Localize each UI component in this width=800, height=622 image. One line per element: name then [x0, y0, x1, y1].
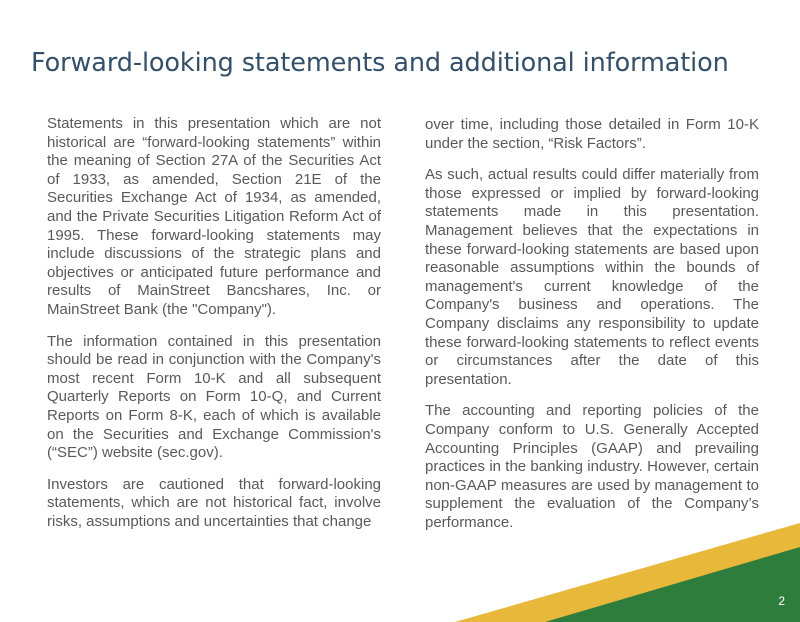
disclaimer-paragraph: Investors are cautioned that forward-looking statements, which are not historical fact, involve risks, assumptions and uncertainties that change: [47, 475, 381, 530]
disclaimer-paragraph: over time, including those detailed in Form 10-K under the section, “Risk Factors”.: [425, 116, 759, 152]
page-number: 2: [778, 594, 785, 608]
green-corner-band: [545, 547, 800, 622]
disclaimer-paragraph: As such, actual results could differ materially from those expressed or implied by forward-looking statements made in this presentation. Management believes that the expectations in these forward-looking statements are based upon reasonable assumptions within the bounds of management's current knowledge of the Company's business and operations. The Company disclaims any responsibility to update these forward-looking statements to reflect events or circumstances after the date of this presentation.: [425, 166, 759, 388]
disclaimer-paragraph: The information contained in this presentation should be read in conjunction with the Company's most recent Form 10-K and all subsequent Quarterly Reports on Form 10-Q, and Current Reports on Form 8-K, each of which is available on the Securities and Exchange Commission's (“SEC”) website (sec.gov).: [47, 332, 381, 462]
disclaimer-paragraph: The accounting and reporting policies of the Company conform to U.S. Generally Accepted Accounting Principles (GAAP) and prevailing practices in the banking industry. However, certain non-GAAP measures are used by management to supplement the evaluation of the Company’s performance.: [425, 402, 759, 531]
slide-title: Forward-looking statements and additional information: [31, 48, 729, 78]
disclaimer-paragraph: Statements in this presentation which are not historical are “forward-looking statements” within the meaning of Section 27A of the Securities Act of 1933, as amended, Section 21E of the Securities Exchange Act of 1934, as amended, and the Private Securities Litigation Reform Act of 1995. These forward-looking statements may include discussions of the strategic plans and objectives or anticipated future performance and results of MainStreet Bancshares, Inc. or MainStreet Bank (the "Company").: [47, 115, 381, 318]
